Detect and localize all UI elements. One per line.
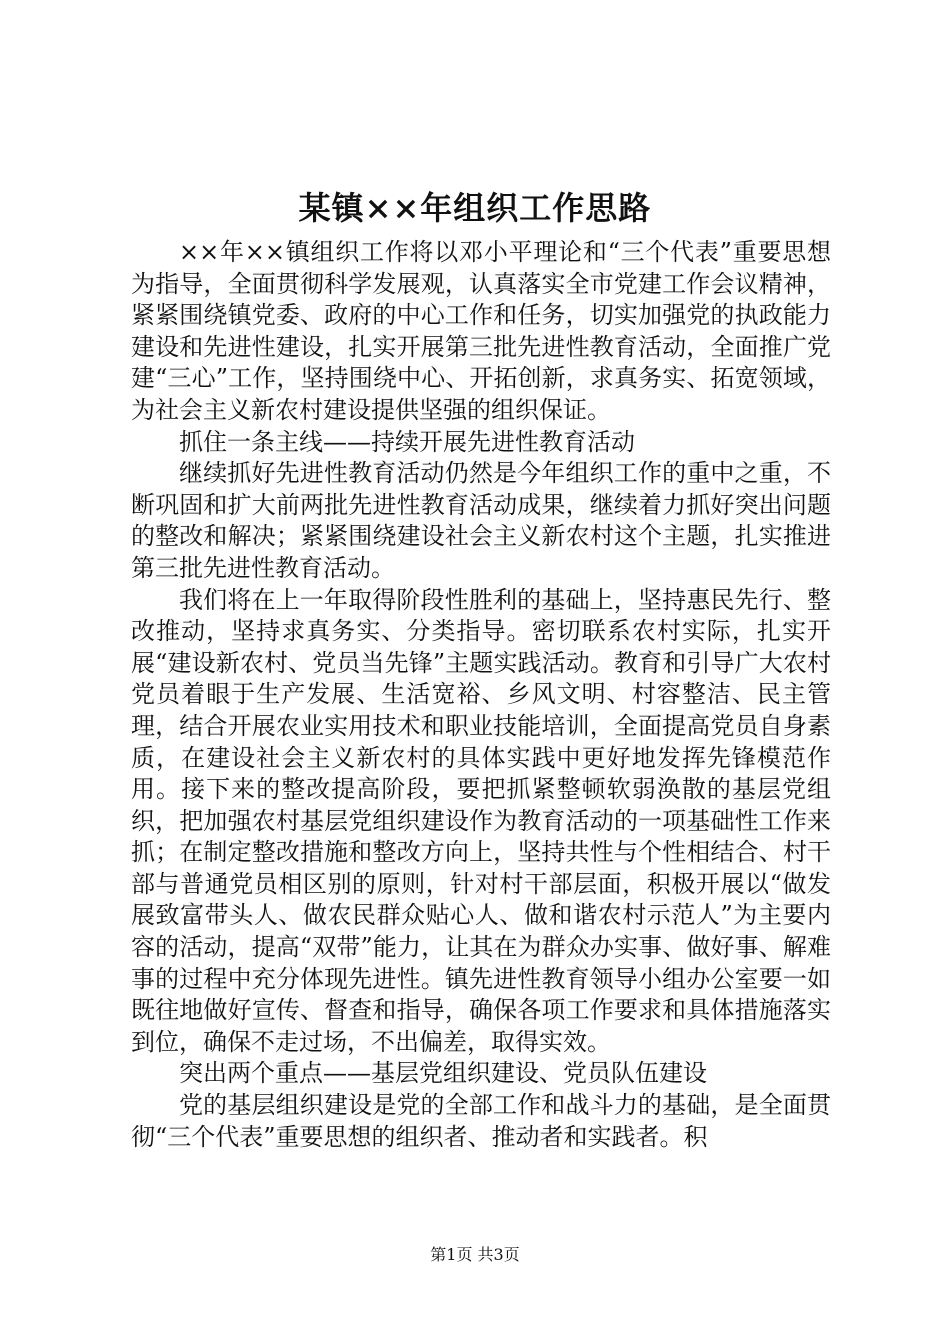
document-title: 某镇××年组织工作思路 — [298, 189, 652, 227]
page-number-footer: 第1页 共3页 — [430, 1245, 520, 1264]
paragraph-grassroots-organization: 党的基层组织建设是党的全部工作和战斗力的基础，是全面贯彻“三个代表”重要思想的组织者、推动者和实践者。积 — [131, 1091, 831, 1151]
paragraph-practice-details: 我们将在上一年取得阶段性胜利的基础上，坚持惠民先行、整改推动，坚持求真务实、分类指导。密切联系农村实际，扎实开展“建设新农村、党员当先锋”主题实践活动。教育和引导广大农村党员着眼于生产发展、生活宽裕、乡风文明、村容整洁、民主管理，结合开展农业实用技术和职业技能培训，全面提高党员自身素质，在建设社会主义新农村的具体实践中更好地发挥先锋模范作用。接下来的整改提高阶段，要把抓紧整顿软弱涣散的基层党组织，把加强农村基层党组织建设作为教育活动的一项基础性工作来抓；在制定整改措施和整改方向上，坚持共性与个性相结合、村干部与普通党员相区别的原则，针对村干部层面，积极开展以“做发展致富带头人、做农民群众贴心人、做和谐农村示范人”为主要内容的活动，提高“双带”能力，让其在为群众办实事、做好事、解难事的过程中充分体现先进性。镇先进性教育领导小组办公室要一如既往地做好宣传、督查和指导，确保各项工作要求和具体措施落实到位，确保不走过场，不出偏差，取得实效。 — [131, 585, 831, 1056]
section-heading-two-priorities: 突出两个重点——基层党组织建设、党员队伍建设 — [179, 1059, 707, 1088]
paragraph-education-activity: 继续抓好先进性教育活动仍然是今年组织工作的重中之重，不断巩固和扩大前两批先进性教育活动成果，继续着力抓好突出问题的整改和解决；紧紧围绕建设社会主义新农村这个主题，扎实推进第三批先进性教育活动。 — [131, 459, 831, 582]
document-body — [131, 237, 831, 1153]
section-heading-main-line: 抓住一条主线——持续开展先进性教育活动 — [179, 427, 635, 456]
paragraph-intro: ××年××镇组织工作将以邓小平理论和“三个代表”重要思想为指导，全面贯彻科学发展观，认真落实全市党建工作会议精神，紧紧围绕镇党委、政府的中心工作和任务，切实加强党的执政能力建设和先进性建设，扎实开展第三批先进性教育活动，全面推广党建“三心”工作，坚持围绕中心、开拓创新，求真务实、拓宽领域，为社会主义新农村建设提供坚强的组织保证。 — [131, 238, 831, 424]
